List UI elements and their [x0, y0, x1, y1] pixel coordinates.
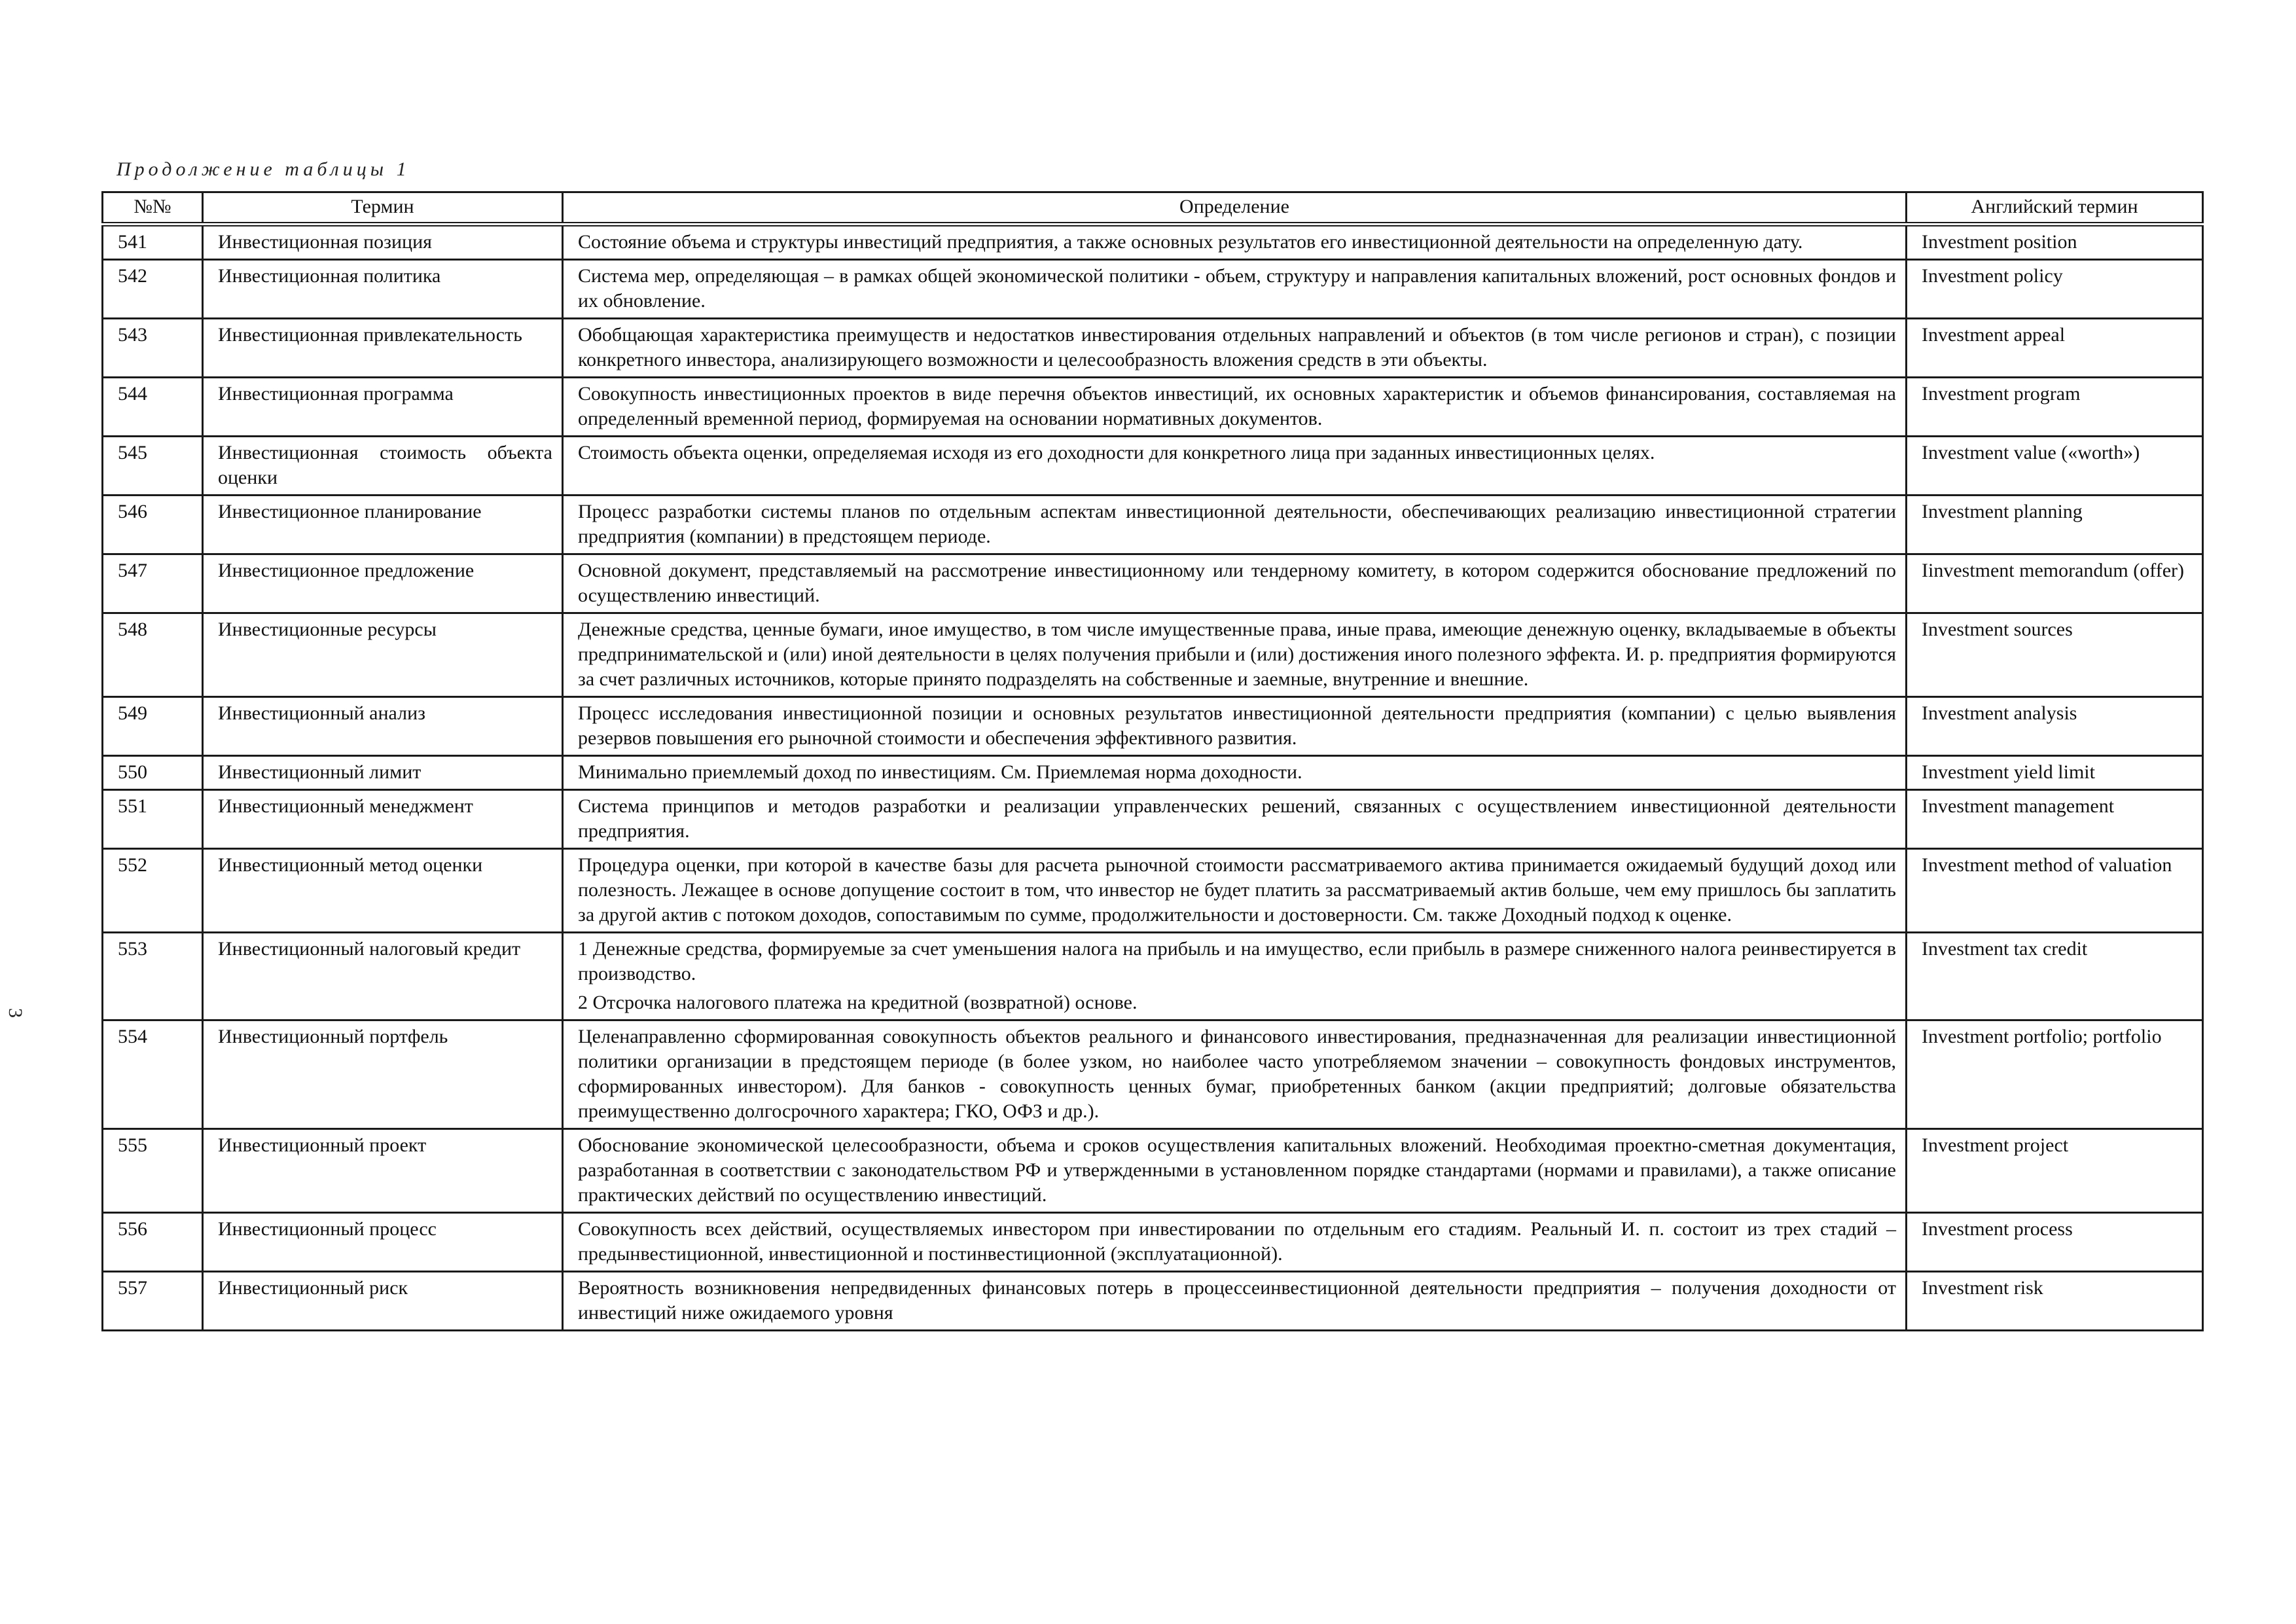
- table-row: [103, 613, 2203, 697]
- definition-cell: [563, 1129, 1907, 1213]
- table-caption: Продолжение таблицы 1: [117, 158, 410, 180]
- definition-paragraph: Обоснование экономической целесообразности, объема и сроков осуществления капитальных вложений. Необходимая проектно-сметная документация, разработанная в соответствии с законодательством РФ и утвержденными в установленном порядке стандартами (нормами и правилами), а также описание практических действий по осуществлению инвестиций.: [578, 1134, 1896, 1206]
- term-cell: Инвестиционный лимит: [203, 756, 563, 790]
- table-row: [103, 437, 2203, 496]
- definition-paragraph: Стоимость объекта оценки, определяемая исходя из его доходности для конкретного лица при заданных инвестиционных целях.: [578, 442, 1655, 463]
- definition-cell: [563, 260, 1907, 319]
- term-cell: Инвестиционный процесс: [203, 1213, 563, 1272]
- row-number: 556: [103, 1213, 203, 1272]
- header-row: [103, 192, 2203, 225]
- term-cell: Инвестиционный метод оценки: [203, 849, 563, 933]
- definition-paragraph: Совокупность всех действий, осуществляемых инвестором при инвестировании по отдельным его стадиям. Реальный И. п. состоит из трех стадий – предынвестиционной, инвестиционной и постинвестиционной (эксплуатационной).: [578, 1218, 1896, 1265]
- english-term-cell: Investment method of valuation: [1907, 849, 2203, 933]
- definition-paragraph: Целенаправленно сформированная совокупность объектов реального и финансового инвестирования, предназначенная для реализации инвестиционной политики организации в предстоящем периоде (в более узком, но наиболее часто употребляемом значении – совокупность фондовых инструментов, сформированных инвестором). Для банков - совокупность ценных бумаг, приобретенных банком (акции предприятий; долговые обязательства преимущественно долгосрочного характера; ГКО, ОФЗ и др.).: [578, 1026, 1896, 1122]
- row-number: 551: [103, 790, 203, 849]
- table-header: [103, 192, 2203, 225]
- row-number: 542: [103, 260, 203, 319]
- row-number: 541: [103, 225, 203, 260]
- term-cell: Инвестиционный портфель: [203, 1020, 563, 1129]
- english-term-cell: Investment tax credit: [1907, 933, 2203, 1020]
- header-definition: Определение: [563, 192, 1907, 225]
- table-row: [103, 1129, 2203, 1213]
- table-row: [103, 1213, 2203, 1272]
- term-cell: Инвестиционная привлекательность: [203, 319, 563, 378]
- definition-paragraph: Состояние объема и структуры инвестиций предприятия, а также основных результатов его инвестиционной деятельности на определенную дату.: [578, 231, 1803, 253]
- definition-cell: [563, 697, 1907, 756]
- definition-cell: [563, 378, 1907, 437]
- english-term-cell: Investment management: [1907, 790, 2203, 849]
- definition-paragraph: Система принципов и методов разработки и реализации управленческих решений, связанных с осуществлением инвестиционной деятельности предприятия.: [578, 795, 1896, 842]
- row-number: 550: [103, 756, 203, 790]
- definition-paragraph: Процесс разработки системы планов по отдельным аспектам инвестиционной деятельности, обеспечивающих реализацию инвестиционной стратегии предприятия (компании) в предстоящем периоде.: [578, 501, 1896, 547]
- term-cell: Инвестиционная стоимость объекта оценки: [203, 437, 563, 496]
- definition-cell: [563, 613, 1907, 697]
- term-cell: Инвестиционный проект: [203, 1129, 563, 1213]
- definition-paragraph: Основной документ, представляемый на рассмотрение инвестиционному или тендерному комитету, в котором содержится обоснование предложений по осуществлению инвестиций.: [578, 560, 1896, 606]
- english-term-cell: Investment policy: [1907, 260, 2203, 319]
- table-row: [103, 225, 2203, 260]
- row-number: 549: [103, 697, 203, 756]
- definition-paragraph: Процедура оценки, при которой в качестве базы для расчета рыночной стоимости рассматриваемого актива принимается ожидаемый будущий доход или полезность. Лежащее в основе допущение состоит в том, что инвестор не будет платить за рассматриваемый актив больше, чем ему пришлось бы заплатить за другой актив с потоком доходов, сопоставимым по сумме, продолжительности и достоверности. См. также Доходный подход к оценке.: [578, 854, 1896, 926]
- english-term-cell: Investment project: [1907, 1129, 2203, 1213]
- english-term-cell: Investment sources: [1907, 613, 2203, 697]
- table-row: [103, 554, 2203, 613]
- definition-cell: [563, 554, 1907, 613]
- english-term-cell: Investment analysis: [1907, 697, 2203, 756]
- definition-paragraph: Система мер, определяющая – в рамках общей экономической политики - объем, структуру и направления капитальных вложений, рост основных фондов и их обновление.: [578, 265, 1896, 312]
- english-term-cell: Investment program: [1907, 378, 2203, 437]
- definition-cell: [563, 437, 1907, 496]
- definition-cell: [563, 756, 1907, 790]
- definition-cell: [563, 1213, 1907, 1272]
- definition-cell: [563, 496, 1907, 554]
- table-row: [103, 378, 2203, 437]
- row-number: 552: [103, 849, 203, 933]
- english-term-cell: Investment yield limit: [1907, 756, 2203, 790]
- definition-cell: [563, 1020, 1907, 1129]
- term-cell: Инвестиционное предложение: [203, 554, 563, 613]
- english-term-cell: Investment planning: [1907, 496, 2203, 554]
- english-term-cell: Investment appeal: [1907, 319, 2203, 378]
- table-row: [103, 496, 2203, 554]
- table-row: [103, 790, 2203, 849]
- header-term: Термин: [203, 192, 563, 225]
- table-row: [103, 849, 2203, 933]
- row-number: 557: [103, 1272, 203, 1331]
- definition-cell: [563, 319, 1907, 378]
- row-number: 545: [103, 437, 203, 496]
- term-cell: Инвестиционный анализ: [203, 697, 563, 756]
- definition-cell: [563, 790, 1907, 849]
- english-term-cell: Iinvestment memorandum (offer): [1907, 554, 2203, 613]
- table-row: [103, 1272, 2203, 1331]
- row-number: 548: [103, 613, 203, 697]
- table-row: [103, 933, 2203, 1020]
- row-number: 553: [103, 933, 203, 1020]
- table-row: [103, 260, 2203, 319]
- definition-cell: [563, 933, 1907, 1020]
- table-row: [103, 697, 2203, 756]
- english-term-cell: Investment portfolio; portfolio: [1907, 1020, 2203, 1129]
- definition-paragraph: Совокупность инвестиционных проектов в виде перечня объектов инвестиций, их основных характеристик и объемов финансирования, составляемая на определенный временной период, формируемая на основании нормативных документов.: [578, 383, 1896, 429]
- definition-paragraph: 2 Отсрочка налогового платежа на кредитной (возвратной) основе.: [578, 992, 1138, 1013]
- definition-paragraph: Минимально приемлемый доход по инвестициям. См. Приемлемая норма доходности.: [578, 761, 1302, 783]
- term-cell: Инвестиционная политика: [203, 260, 563, 319]
- term-cell: Инвестиционная позиция: [203, 225, 563, 260]
- term-cell: Инвестиционные ресурсы: [203, 613, 563, 697]
- term-cell: Инвестиционный риск: [203, 1272, 563, 1331]
- row-number: 547: [103, 554, 203, 613]
- row-number: 543: [103, 319, 203, 378]
- definition-cell: [563, 1272, 1907, 1331]
- definition-paragraph: Процесс исследования инвестиционной позиции и основных результатов инвестиционной деятельности предприятия (компании) с целью выявления резервов повышения его рыночной стоимости и обеспечения эффективного развития.: [578, 702, 1896, 749]
- term-cell: Инвестиционный налоговый кредит: [203, 933, 563, 1020]
- table-row: [103, 1020, 2203, 1129]
- row-number: 546: [103, 496, 203, 554]
- definition-cell: [563, 849, 1907, 933]
- term-cell: Инвестиционный менеджмент: [203, 790, 563, 849]
- term-cell: Инвестиционная программа: [203, 378, 563, 437]
- header-num: №№: [103, 192, 203, 225]
- english-term-cell: Investment position: [1907, 225, 2203, 260]
- definition-paragraph: Вероятность возникновения непредвиденных финансовых потерь в процессеинвестиционной деятельности предприятия – получения доходности от инвестиций ниже ожидаемого уровня: [578, 1277, 1896, 1324]
- english-term-cell: Investment risk: [1907, 1272, 2203, 1331]
- table-row: [103, 756, 2203, 790]
- page-number: 3: [5, 1008, 26, 1018]
- terms-table: [101, 191, 2204, 1331]
- definition-paragraph: Обобщающая характеристика преимуществ и недостатков инвестирования отдельных направлений и объектов (в том числе регионов и стран), с позиции конкретного инвестора, анализирующего возможности и целесообразность вложения средств в эти объекты.: [578, 324, 1896, 370]
- table-body: [103, 225, 2203, 1331]
- english-term-cell: Investment process: [1907, 1213, 2203, 1272]
- definition-paragraph: 1 Денежные средства, формируемые за счет уменьшения налога на прибыль и на имущество, если прибыль в размере сниженного налога реинвестируется в производство.: [578, 938, 1896, 984]
- term-cell: Инвестиционное планирование: [203, 496, 563, 554]
- row-number: 555: [103, 1129, 203, 1213]
- definition-paragraph: Денежные средства, ценные бумаги, иное имущество, в том числе имущественные права, иные права, имеющие денежную оценку, вкладываемые в объекты предпринимательской и (или) иной деятельности в целях получения прибыли и (или) достижения иного полезного эффекта. И. р. предприятия формируются за счет различных источников, которые принято подразделять на собственные и заемные, внутренние и внешние.: [578, 619, 1896, 690]
- row-number: 544: [103, 378, 203, 437]
- table-row: [103, 319, 2203, 378]
- row-number: 554: [103, 1020, 203, 1129]
- definition-cell: [563, 225, 1907, 260]
- header-english: Английский термин: [1907, 192, 2203, 225]
- english-term-cell: Investment value («worth»): [1907, 437, 2203, 496]
